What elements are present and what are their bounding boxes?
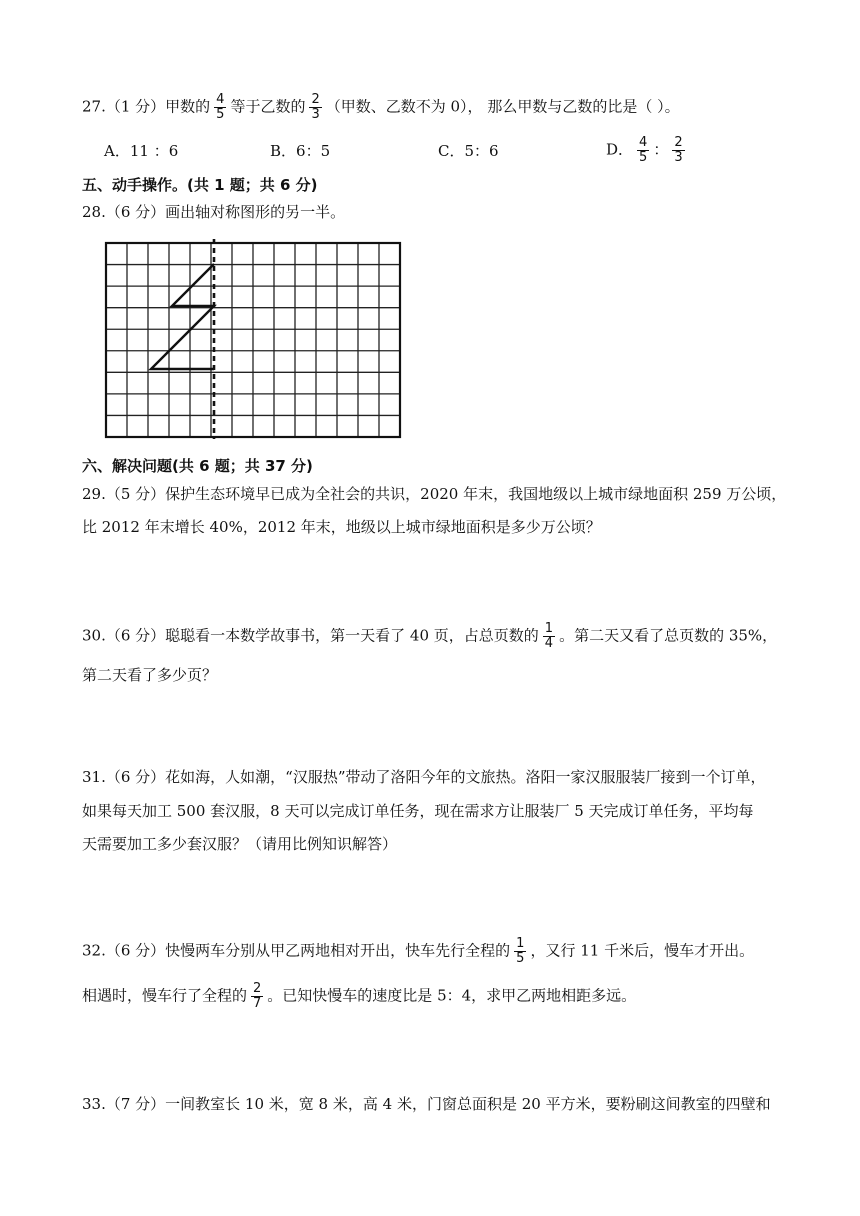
q27-option-d-fraction-1: $\frac{4}{5}$ — [639, 135, 648, 165]
q27-stem — [82, 93, 680, 122]
section-6-title: 六、解决问题(共 6 题；共 37 分) — [82, 457, 313, 475]
q31-line-2: 如果每天加工 500 套汉服，8 天可以完成订单任务，现在需求方让服装厂 5 天完成订单任务，平均每 — [82, 802, 754, 820]
q27-option-c: C．5：6 — [438, 142, 499, 160]
q27-mid: 等于乙数的 — [230, 97, 306, 116]
q27-suffix: （甲数、乙数不为 0）， 那么甲数与乙数的比是（ ）。 — [325, 97, 680, 116]
q30-fraction: $\frac{1}{4}$ — [544, 621, 554, 651]
q32-fraction-2: $\frac{2}{7}$ — [253, 981, 262, 1011]
q33-line-1: 33.（7 分）一间教室长 10 米，宽 8 米，高 4 米，门窗总面积是 20 平方米，要粉刷这间教室的四壁和 — [82, 1095, 771, 1113]
q27-option-a: A．11 ：6 — [104, 142, 179, 160]
q31-line-1: 31.（6 分）花如海，人如潮，“汉服热”带动了洛阳今年的文旅热。洛阳一家汉服服装厂接到一个订单， — [82, 768, 766, 786]
q27-option-b: B．6：5 — [270, 142, 331, 160]
q32-line-1: 32.（6 分）快慢两车分别从甲乙两地相对开出，快车先行全程的 $\frac{1}{5}$ ，又行 11 千米后，慢车才开出。 — [82, 936, 755, 966]
q29-line-1: 29.（5 分）保护生态环境早已成为全社会的共识，2020 年末，我国地级以上城市绿地面积 259 万公顷， — [82, 485, 787, 503]
grid-lines — [106, 243, 400, 437]
half-shape-outline — [151, 264, 214, 369]
q32-line-2: 相遇时，慢车行了全程的 $\frac{2}{7}$ 。已知快慢车的速度比是 5：4，求甲乙两地相距多远。 — [82, 981, 637, 1011]
q32-fraction-1: $\frac{1}{5}$ — [516, 936, 525, 966]
q27-option-d-fraction-2: $\frac{2}{3}$ — [674, 135, 683, 165]
q30-line-2: 第二天看了多少页？ — [82, 666, 218, 684]
symmetry-grid-figure — [100, 235, 406, 443]
q27-prefix: 27.（1 分）甲数的 — [82, 97, 211, 116]
q27-option-d: D． $\frac{4}{5}$ ： $\frac{2}{3}$ — [606, 135, 683, 165]
section-5-title: 五、动手操作。(共 1 题；共 6 分) — [82, 176, 318, 194]
q27-fraction-1: $\frac{4}{5}$ — [216, 92, 225, 122]
q30-line-1: 30.（6 分）聪聪看一本数学故事书，第一天看了 40 页，占总页数的 $\frac{1}{4}$ 。第二天又看了总页数的 35%， — [82, 621, 778, 651]
q28-text: 28.（6 分）画出轴对称图形的另一半。 — [82, 203, 346, 221]
q29-line-2: 比 2012 年末增长 40%，2012 年末，地级以上城市绿地面积是多少万公顷？ — [82, 518, 601, 536]
q27-fraction-2: $\frac{2}{3}$ — [311, 92, 320, 122]
q31-line-3: 天需要加工多少套汉服？（请用比例知识解答） — [82, 835, 398, 853]
